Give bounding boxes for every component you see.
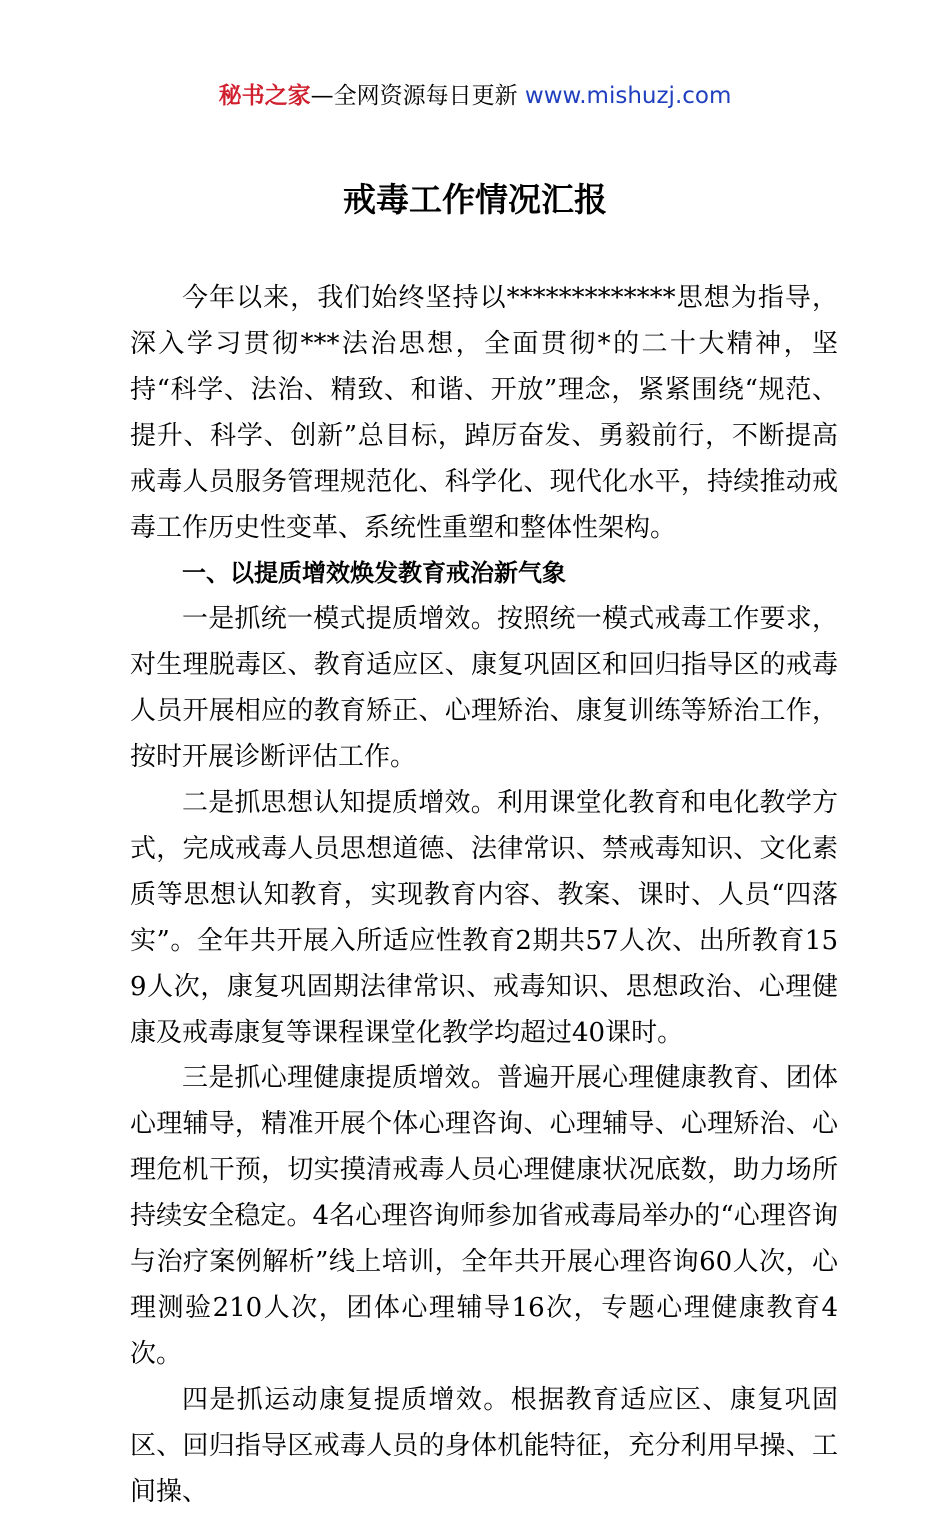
intro-paragraph: 今年以来，我们始终坚持以*************思想为指导，深入学习贯彻***法治思想，全面贯彻*的二十大精神，坚持“科学、法治、精致、和谐、开放”理念，紧紧围绕“规范、提升、科学、创新”总目标，踔厉奋发、勇毅前行，不断提高戒毒人员服务管理规范化、科学化、现代化水平，持续推动戒毒工作历史性变革、系统性重塑和整体性架构。 bbox=[130, 283, 838, 543]
site-header bbox=[0, 80, 950, 112]
section-heading: 一、以提质增效焕发教育戒治新气象 bbox=[182, 559, 566, 588]
document-title: 戒毒工作情况汇报 bbox=[343, 180, 607, 219]
site-tagline: —全网资源每日更新 bbox=[310, 83, 525, 109]
paragraph-4: 四是抓运动康复提质增效。根据教育适应区、康复巩固区、回归指导区戒毒人员的身体机能特征，充分利用早操、工间操、 bbox=[130, 1384, 838, 1507]
paragraph-2: 二是抓思想认知提质增效。利用课堂化教育和电化教学方式，完成戒毒人员思想道德、法律常识、禁戒毒知识、文化素质等思想认知教育，实现教育内容、教案、课时、人员“四落实”。全年共开展入所适应性教育2期共57人次、出所教育159人次，康复巩固期法律常识、戒毒知识、思想政治、心理健康及戒毒康复等课程课堂化教学均超过40课时。 bbox=[130, 787, 838, 1048]
paragraph-1: 一是抓统一模式提质增效。按照统一模式戒毒工作要求，对生理脱毒区、教育适应区、康复巩固区和回归指导区的戒毒人员开展相应的教育矫正、心理矫治、康复训练等矫治工作，按时开展诊断评估工作。 bbox=[130, 604, 838, 773]
paragraph-3: 三是抓心理健康提质增效。普遍开展心理健康教育、团体心理辅导，精准开展个体心理咨询、心理辅导、心理矫治、心理危机干预，切实摸清戒毒人员心理健康状况底数，助力场所持续安全稳定。4名心理咨询师参加省戒毒局举办的“心理咨询与治疗案例解析”线上培训，全年共开展心理咨询60人次，心理测验210人次，团体心理辅导16次，专题心理健康教育4次。 bbox=[130, 1063, 838, 1369]
document-body bbox=[130, 276, 838, 1515]
site-url[interactable]: www.mishuzj.com bbox=[524, 83, 732, 109]
site-brand: 秘书之家 bbox=[218, 83, 311, 109]
